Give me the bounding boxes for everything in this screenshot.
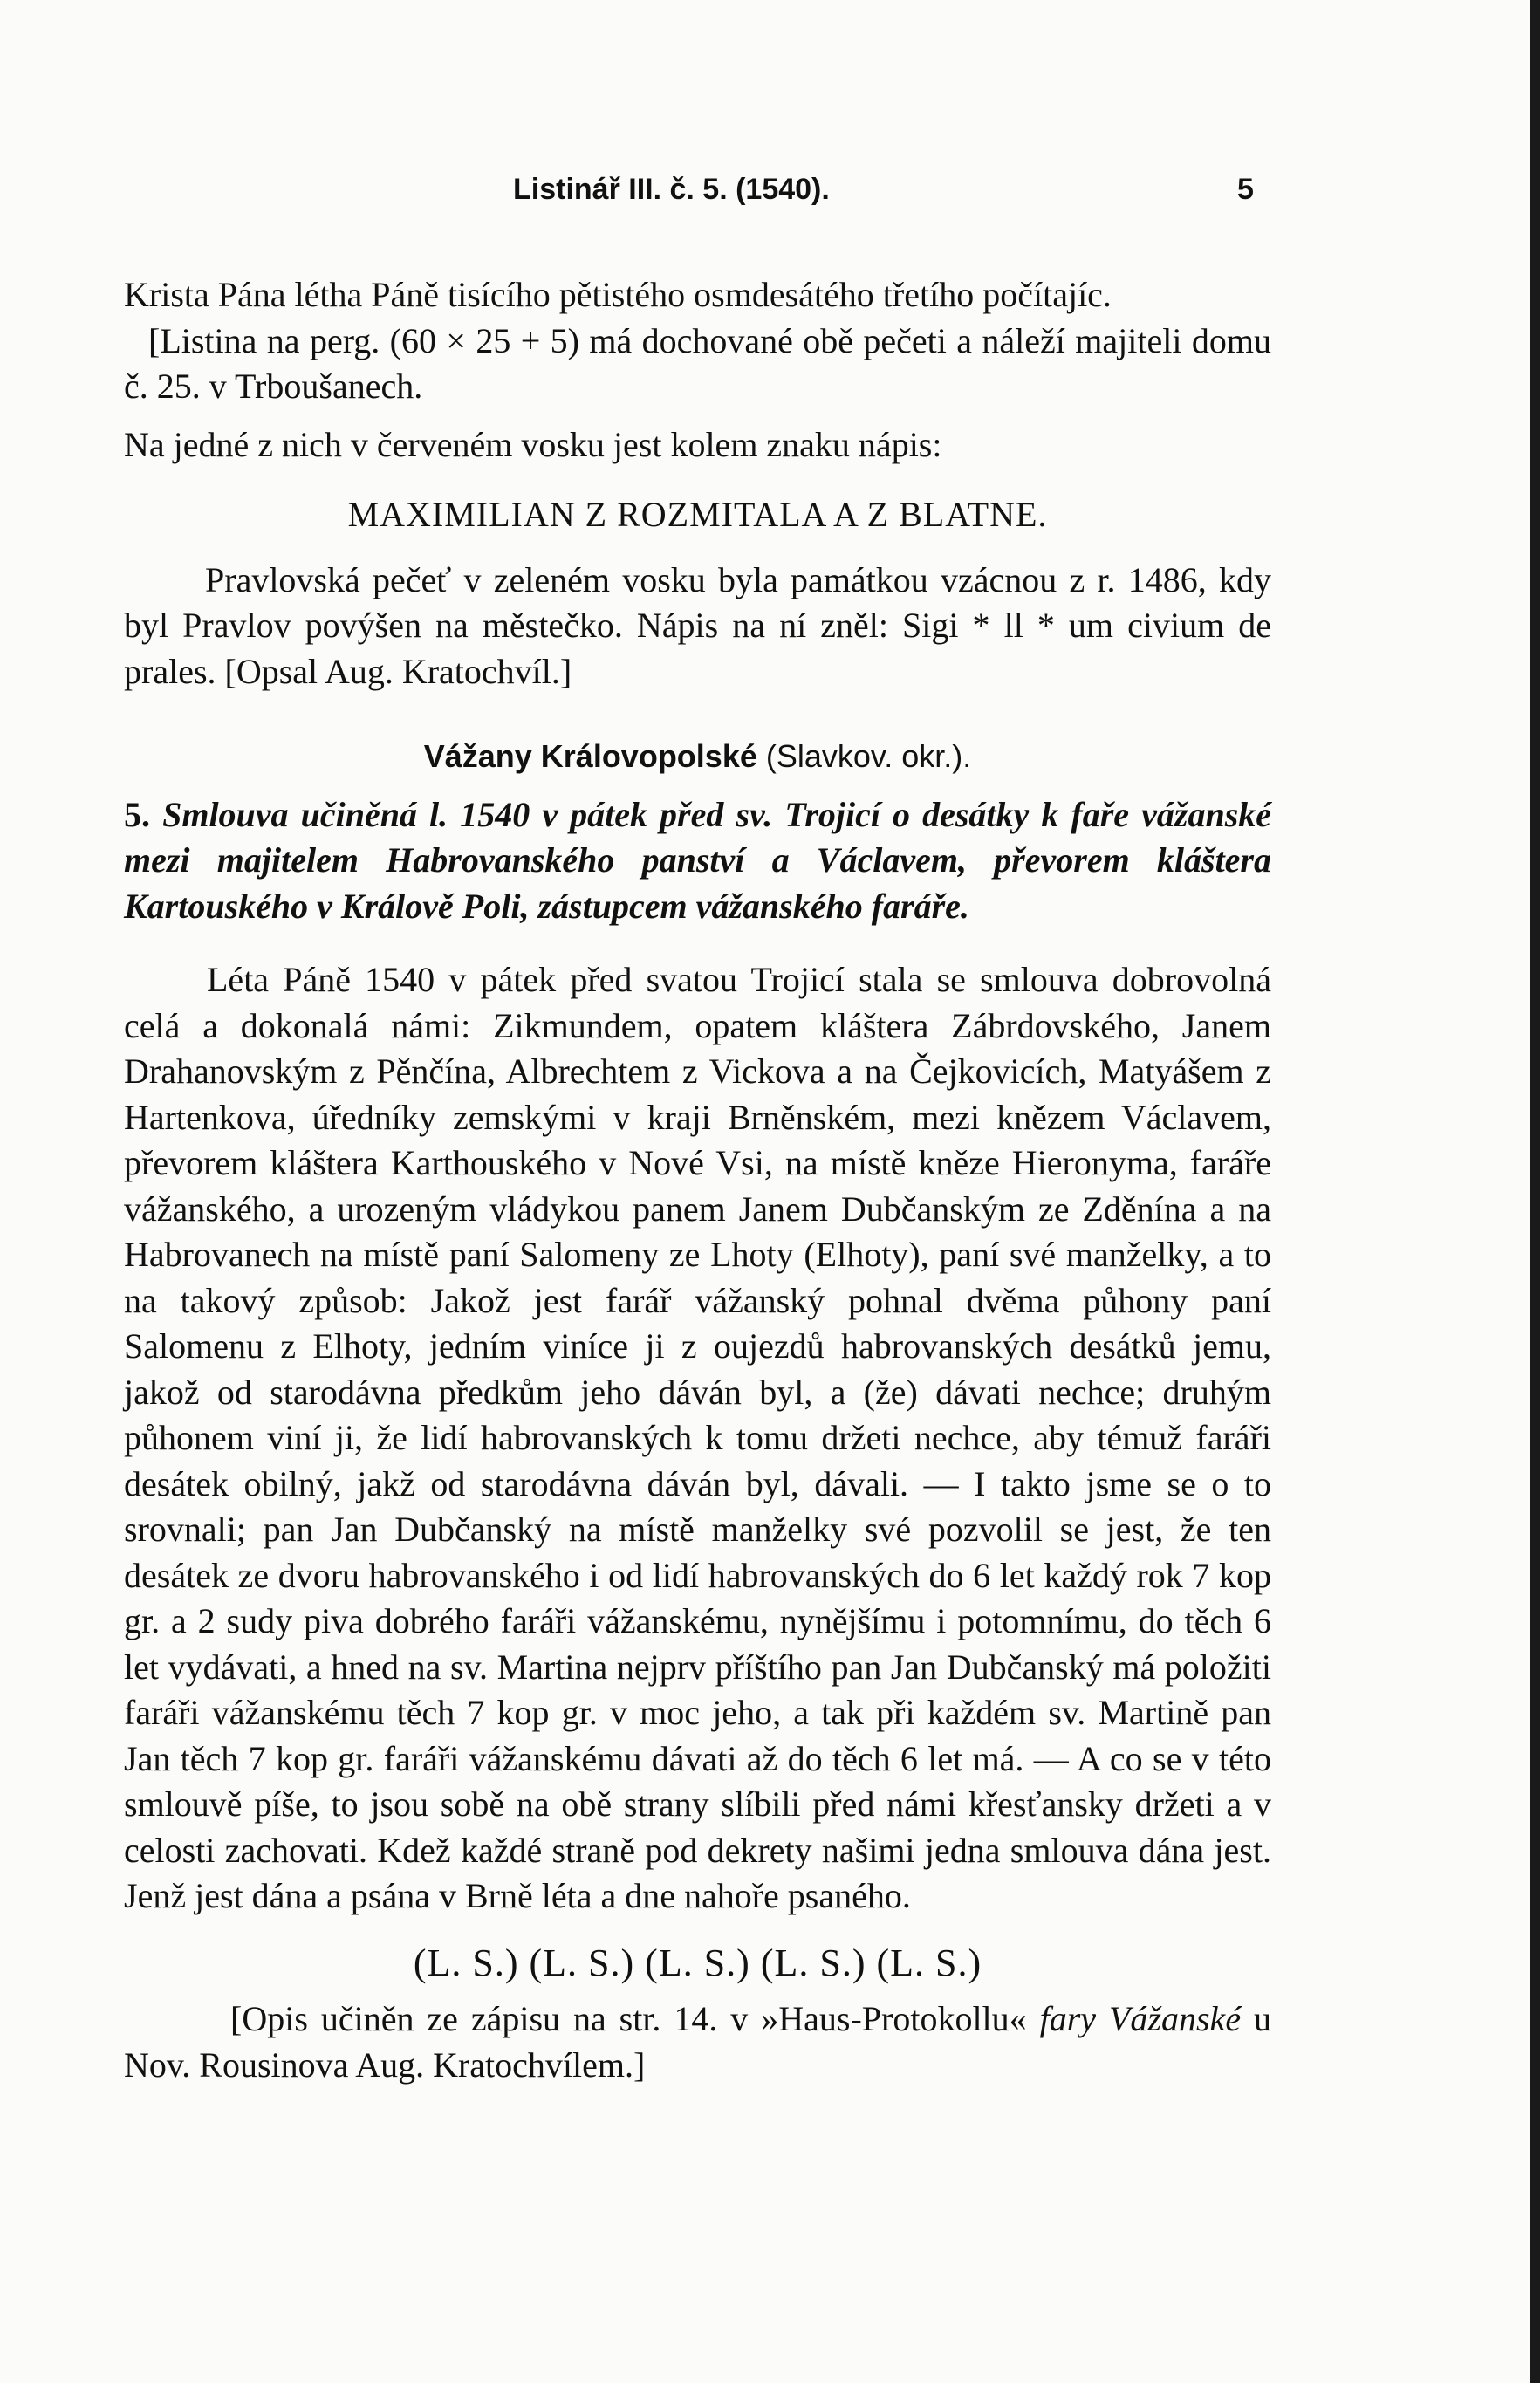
source-note-start: [Opis učiněn ze zápisu na str. 14. v »Haus-Protokollu« [230,1999,1027,2038]
seal-intro: Na jedné z nich v červeném vosku jest kolem znaku nápis: [124,424,942,464]
seal-note: Pravlovská pečeť v zeleném vosku byla památkou vzácnou z r. 1486, kdy byl Pravlov povýšen na městečko. Nápis na ní zněl: Sigi * ll * um civium de prales. [Opsal Aug. Kratochvíl.] [124,559,1271,691]
document-body: Léta Páně 1540 v pátek před svatou Trojicí stala se smlouva dobrovolná celá a dokonalá námi: Zikmundem, opatem kláštera Zábrdovského, Janem Drahanovským z Pěnčína, Albrechtem z Vickova a na Čejkovicích, Matyášem z Hartenkova, úředníky zemskými v kraji Brněnském, mezi knězem Václavem, převorem kláštera Karthouského v Nové Vsi, na místě kněze Hieronyma, faráře vážanského, a urozeným vládykou panem Janem Dubčanským ze Zděnína a na Habrovanech na místě paní Salomeny ze Lhoty (Elhoty), paní své manželky, a to na takový způsob: Jakož jest farář vážanský pohnal dvěma půhony paní Salomenu z Elhoty, jedním viníce ji z oujezdů habrovanských desátků jemu, jakož od starodávna předkům jeho dáván byl, a (že) dávati nechce; druhým půhonem viní ji, že lidí habrovanských k tomu držeti nechce, aby témuž faráři desátek obilný, jakž od starodávna dáván byl, dávali. — I takto jsme se o to srovnali; pan Jan Dubčanský na místě manželky své pozvolil se jest, že ten desátek ze dvoru habrovanského i od lidí habrovanských do 6 let každý rok 7 kop gr. a 2 sudy piva dobrého faráři vážanskému, nynějšímu i potomnímu, do těch 6 let vydávati, a hned na sv. Martina nejprv příštího pan Jan Dubčanský má položiti faráři vážanskému těch 7 kop gr. v moc jeho, a tak při každém sv. Martině pan Jan těch 7 kop gr. faráři vážanskému dávati až do těch 6 let má. — A co se v této smlouvě píše, to jsou sobě na obě strany slíbili před námi křesťansky držeti a v celosti zachovati. Kdež každé straně pod dekrety našimi jedna smlouva dána jest. Jenž jest dána a psána v Brně léta a dne nahoře psaného. [124,960,1271,1915]
seal-marks: (L. S.) (L. S.) (L. S.) (L. S.) (L. S.) [413,1941,982,1984]
source-note [124,1996,1271,2088]
regest-text: Smlouva učiněná l. 1540 v pátek před sv. Trojicí o desátky k faře vážanské mezi majitelem Habrovanského panství a Václavem, převorem kláštera Kartouského v Králově Poli, zástupcem vážanského faráře. [124,794,1272,926]
place-name: Vážany Královopolské [423,738,757,774]
section-heading [124,733,1271,780]
previous-document-closing: Krista Pána létha Páně tisícího pětistého osmdesátého třetího počítajíc. [124,275,1112,314]
document-regest [124,792,1271,930]
source-note-end: u Nov. Rousinova Aug. Kratochvílem.] [124,1999,1272,2085]
document-number: 5. [124,794,150,834]
text-block [124,272,1271,2088]
page-number: 5 [1237,173,1254,206]
seal-legend: MAXIMILIAN Z ROZMITALA A Z BLATNE. [347,495,1048,534]
place-district: (Slavkov. okr.). [765,738,972,774]
previous-document-description: [Listina na perg. (60 × 25 + 5) má dochované obě pečeti a náleží majiteli domu č. 25. v Trboušanech. [124,320,1271,406]
source-note-parish: fary Vážanské [1039,1999,1242,2038]
running-title: Listinář III. č. 5. (1540). [513,173,830,206]
